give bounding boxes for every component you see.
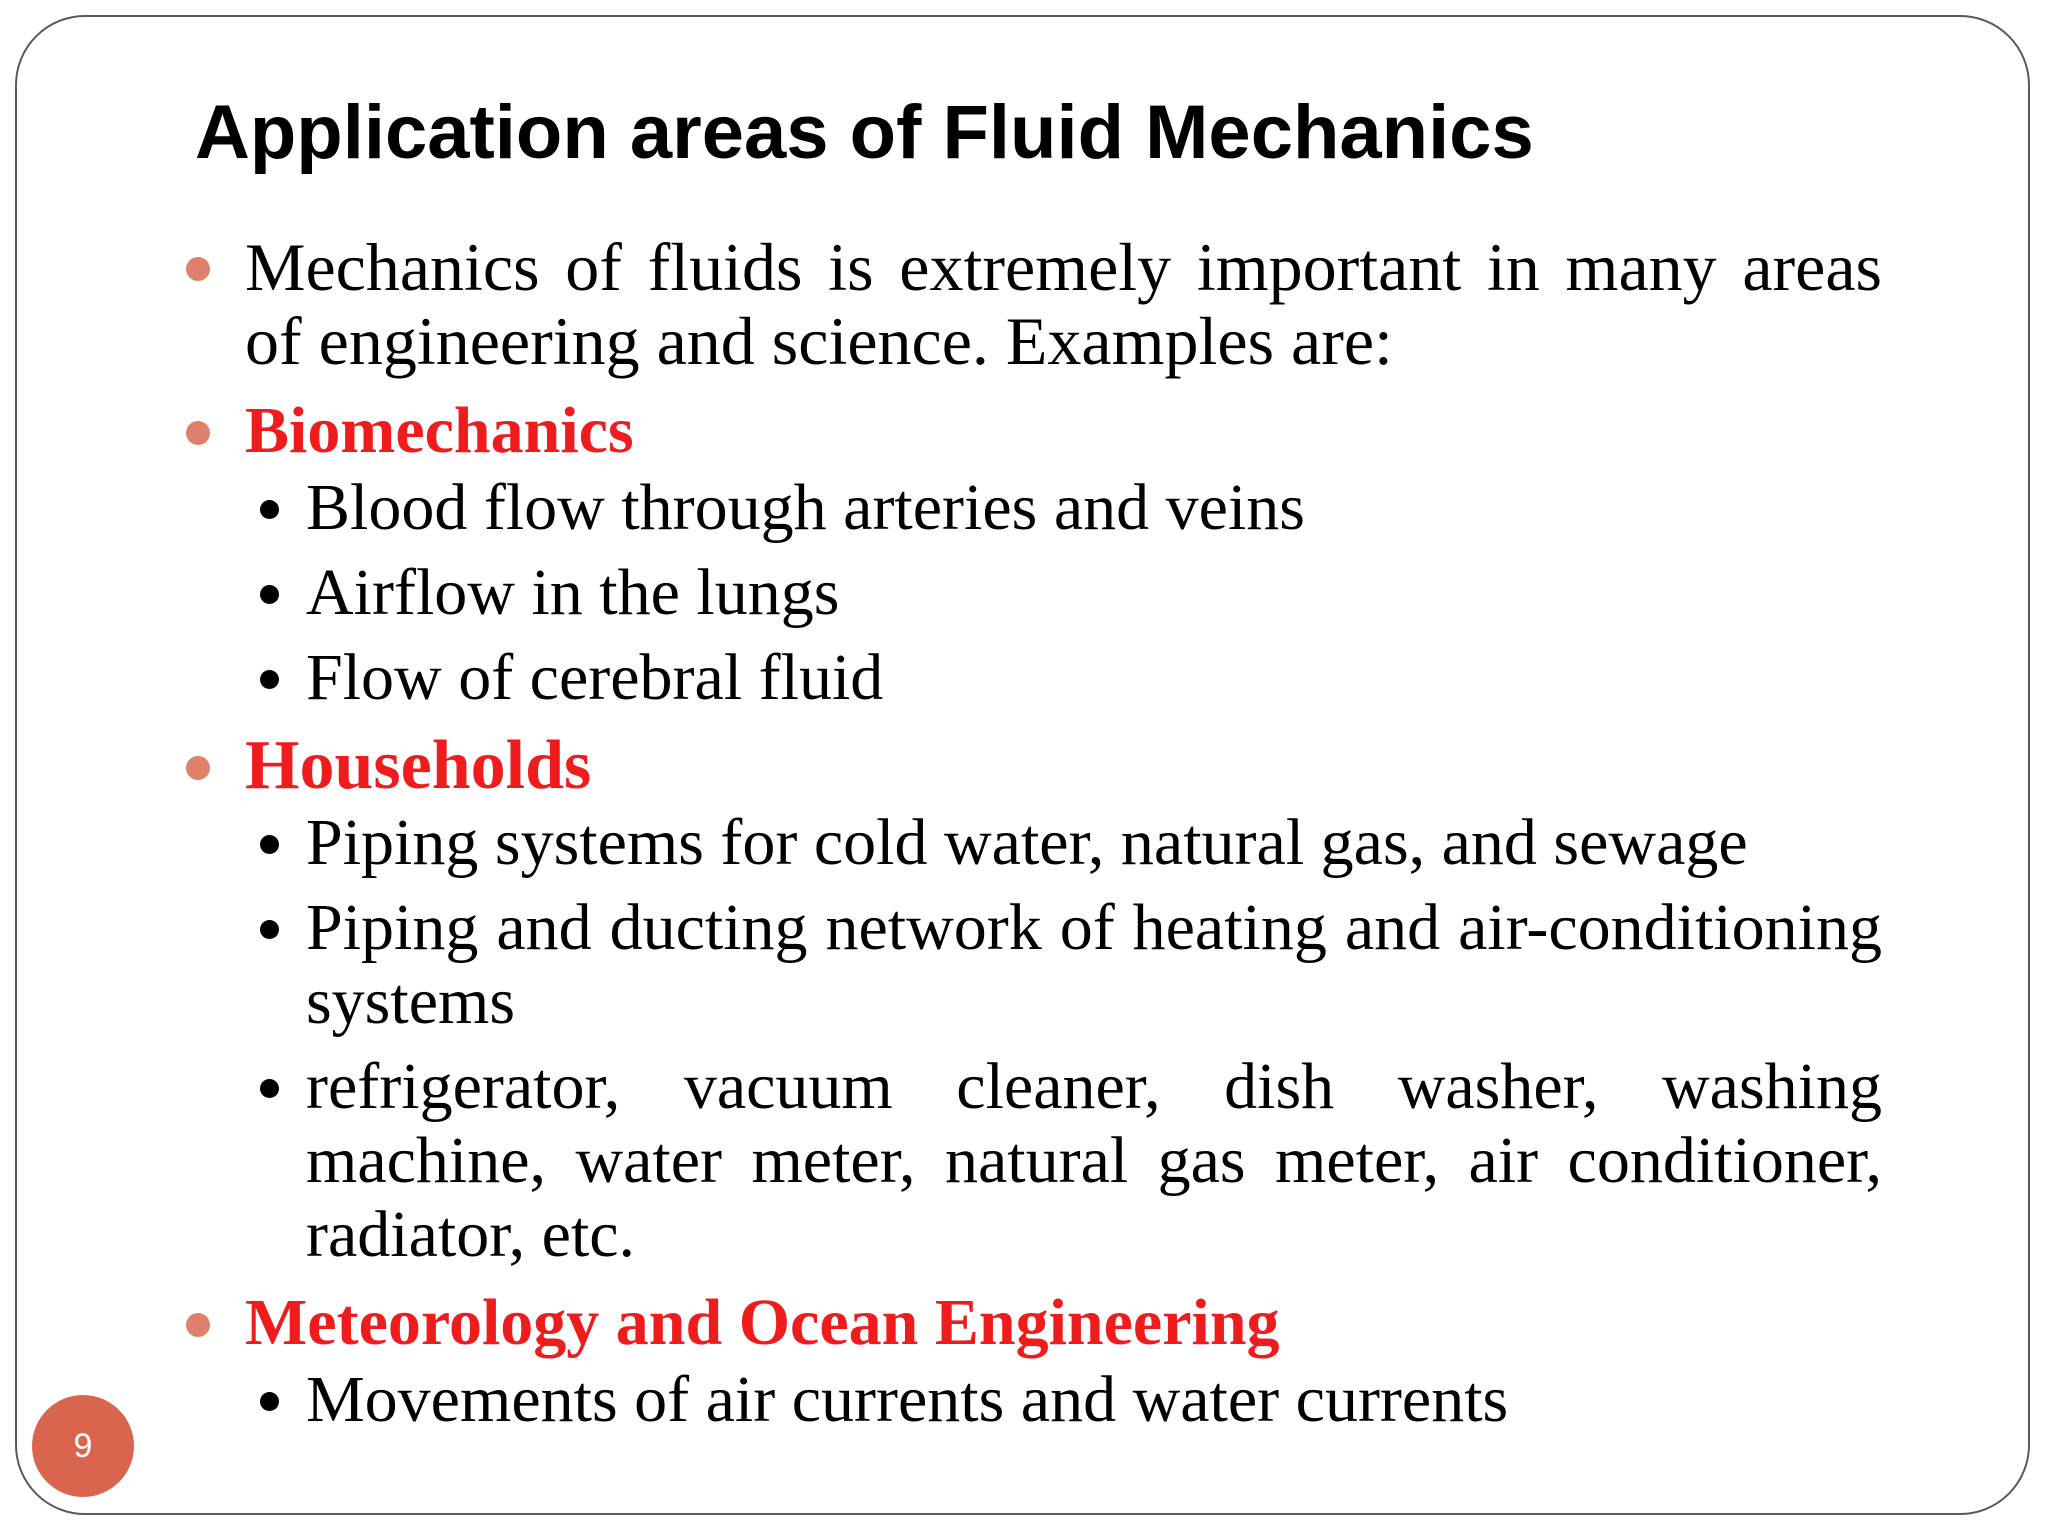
intro-bullet — [182, 230, 1882, 378]
bullet-dot-icon — [186, 421, 210, 445]
sub-bullet-icon — [260, 1392, 279, 1411]
section-heading-text: Meteorology and Ocean Engineering — [245, 1286, 1280, 1359]
list-item-text: Piping and ducting network of heating and air-conditioning systems — [306, 891, 1882, 1038]
list-item — [182, 471, 1882, 545]
section-meteorology — [182, 1283, 1882, 1437]
section-heading — [182, 726, 1882, 806]
page-number-badge: 9 — [32, 1395, 134, 1497]
list-item — [182, 1363, 1882, 1437]
sub-bullet-icon — [260, 670, 279, 689]
section-heading — [182, 1283, 1882, 1363]
section-items — [182, 806, 1882, 1272]
list-item — [182, 891, 1882, 1039]
list-item-text: Piping systems for cold water, natural gas, and sewage — [306, 806, 1748, 879]
slide-title: Application areas of Fluid Mechanics — [195, 90, 1534, 175]
bullet-dot-icon — [186, 756, 210, 780]
sub-bullet-icon — [260, 500, 279, 519]
section-heading-text: Biomechanics — [245, 394, 634, 467]
list-item — [182, 556, 1882, 630]
list-item-text: Blood flow through arteries and veins — [306, 471, 1305, 544]
sub-bullet-icon — [260, 920, 279, 939]
section-items — [182, 1363, 1882, 1437]
list-item-text: Airflow in the lungs — [306, 556, 840, 629]
list-item — [182, 1050, 1882, 1272]
section-heading — [182, 391, 1882, 471]
list-item — [182, 806, 1882, 880]
sub-bullet-icon — [260, 585, 279, 604]
list-item-text: refrigerator, vacuum cleaner, dish washer, washing machine, water meter, natural gas meter, air conditioner, radiator, etc. — [306, 1050, 1882, 1271]
sub-bullet-icon — [260, 1079, 279, 1098]
section-households — [182, 726, 1882, 1272]
bullet-dot-icon — [186, 1313, 210, 1337]
list-item-text: Movements of air currents and water currents — [306, 1363, 1509, 1436]
section-items — [182, 471, 1882, 715]
section-heading-text: Households — [245, 727, 592, 804]
bullet-dot-icon — [186, 257, 210, 281]
list-item-text: Flow of cerebral fluid — [306, 641, 884, 714]
section-biomechanics — [182, 391, 1882, 715]
list-item — [182, 641, 1882, 715]
intro-text: Mechanics of fluids is extremely important in many areas of engineering and science. Examples are: — [245, 229, 1882, 379]
slide-content — [182, 230, 1882, 1448]
sub-bullet-icon — [260, 835, 279, 854]
